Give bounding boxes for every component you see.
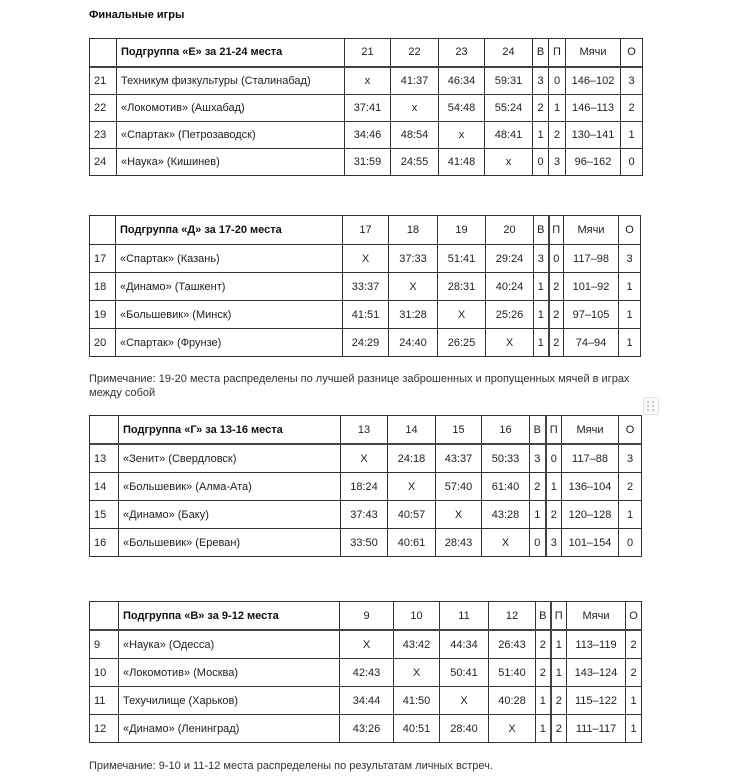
wins-cell: 1 — [534, 329, 549, 357]
points-cell: 3 — [619, 444, 642, 473]
place-header-cell — [90, 416, 119, 445]
result-cell: 51:40 — [489, 659, 536, 687]
points-cell: 2 — [619, 473, 642, 501]
place-cell: 16 — [90, 529, 119, 557]
group-title: Подгруппа «Д» за 17-20 места — [116, 216, 343, 245]
result-cell: X — [340, 630, 394, 659]
result-cell: 31:28 — [389, 301, 438, 329]
result-cell: 25:26 — [486, 301, 534, 329]
balls-cell: 113–119 — [567, 630, 626, 659]
place-cell: 24 — [90, 148, 117, 175]
column-header-wins: В — [533, 39, 549, 67]
place-cell: 19 — [90, 301, 116, 329]
note-group-v: Примечание: 9-10 и 11-12 места распределены по результатам личных встреч. — [89, 760, 493, 772]
result-cell: 43:42 — [394, 630, 440, 659]
wins-cell: 2 — [536, 630, 551, 659]
result-cell: 37:43 — [341, 501, 388, 529]
wins-cell: 1 — [534, 301, 549, 329]
table-row — [90, 273, 641, 301]
losses-cell: 1 — [549, 94, 566, 121]
place-header-cell — [90, 39, 117, 67]
result-cell: X — [482, 529, 530, 557]
result-cell: 31:59 — [345, 148, 391, 175]
place-header-cell — [90, 602, 119, 631]
column-header: 15 — [436, 416, 482, 445]
place-cell: 18 — [90, 273, 116, 301]
balls-cell: 115–122 — [567, 687, 626, 715]
table-row — [90, 245, 641, 273]
table-header-row — [90, 416, 642, 445]
table-header-row — [90, 602, 642, 631]
place-cell: 12 — [90, 715, 119, 743]
result-cell: 37:41 — [345, 94, 391, 121]
column-header: 11 — [440, 602, 489, 631]
column-header-balls: Мячи — [566, 39, 621, 67]
place-cell: 11 — [90, 687, 119, 715]
column-header: 19 — [438, 216, 486, 245]
team-cell: Техникум физкультуры (Сталинабад) — [117, 67, 345, 95]
group-title: Подгруппа «Е» за 21-24 места — [117, 39, 345, 67]
note-group-d: Примечание: 19-20 места распределены по лучшей разнице заброшенных и пропущенных мячей в играх между собой — [89, 373, 630, 399]
result-cell: 24:55 — [391, 148, 439, 175]
result-cell: 55:24 — [485, 94, 533, 121]
place-header-cell — [90, 216, 116, 245]
team-cell: «Наука» (Одесса) — [119, 630, 340, 659]
team-cell: «Локомотив» (Москва) — [119, 659, 340, 687]
points-cell: 0 — [619, 529, 642, 557]
wins-cell: 3 — [530, 444, 546, 473]
table-row — [90, 444, 642, 473]
losses-cell: 0 — [549, 67, 566, 95]
column-header: 10 — [394, 602, 440, 631]
team-cell: «Динамо» (Баку) — [119, 501, 341, 529]
points-cell: 1 — [626, 687, 642, 715]
column-header: 22 — [391, 39, 439, 67]
wins-cell: 0 — [533, 148, 549, 175]
balls-cell: 96–162 — [566, 148, 621, 175]
losses-cell: 0 — [546, 444, 562, 473]
losses-cell: 2 — [549, 121, 566, 148]
result-cell: X — [489, 715, 536, 743]
points-cell: 3 — [621, 67, 643, 95]
wins-cell: 1 — [536, 687, 551, 715]
result-cell: x — [391, 94, 439, 121]
result-cell: 34:46 — [345, 121, 391, 148]
result-cell: x — [439, 121, 485, 148]
standings-table-group-g — [89, 415, 642, 557]
team-cell: «Большевик» (Алма-Ата) — [119, 473, 341, 501]
table-row — [90, 473, 642, 501]
column-header: 20 — [486, 216, 534, 245]
result-cell: 43:26 — [340, 715, 394, 743]
place-cell: 13 — [90, 444, 119, 473]
points-cell: 1 — [626, 715, 642, 743]
result-cell: 43:28 — [482, 501, 530, 529]
points-cell: 3 — [619, 245, 641, 273]
table-row — [90, 148, 643, 175]
losses-cell: 1 — [551, 630, 567, 659]
points-cell: 2 — [626, 659, 642, 687]
table-row — [90, 329, 641, 357]
losses-cell: 2 — [549, 329, 564, 357]
result-cell: x — [345, 67, 391, 95]
drag-handle[interactable] — [643, 397, 659, 415]
table-row — [90, 67, 643, 95]
column-header-balls: Мячи — [564, 216, 619, 245]
points-cell: 2 — [626, 630, 642, 659]
balls-cell: 117–88 — [562, 444, 619, 473]
result-cell: 40:24 — [486, 273, 534, 301]
team-cell: «Динамо» (Ташкент) — [116, 273, 343, 301]
column-header-wins: В — [534, 216, 549, 245]
table-header-row — [90, 216, 641, 245]
team-cell: «Спартак» (Фрунзе) — [116, 329, 343, 357]
column-header: 18 — [389, 216, 438, 245]
points-cell: 1 — [619, 273, 641, 301]
column-header-points: О — [621, 39, 643, 67]
wins-cell: 3 — [533, 67, 549, 95]
column-header: 13 — [341, 416, 388, 445]
result-cell: 54:48 — [439, 94, 485, 121]
page-title: Финальные игры — [89, 9, 185, 21]
standings-table-group-e — [89, 38, 643, 176]
wins-cell: 2 — [533, 94, 549, 121]
wins-cell: 1 — [536, 715, 551, 743]
losses-cell: 3 — [546, 529, 562, 557]
result-cell: 48:41 — [485, 121, 533, 148]
result-cell: 24:29 — [343, 329, 389, 357]
result-cell: X — [486, 329, 534, 357]
place-cell: 21 — [90, 67, 117, 95]
balls-cell: 146–113 — [566, 94, 621, 121]
place-cell: 14 — [90, 473, 119, 501]
place-cell: 10 — [90, 659, 119, 687]
balls-cell: 101–92 — [564, 273, 619, 301]
losses-cell: 1 — [546, 473, 562, 501]
result-cell: 33:50 — [341, 529, 388, 557]
points-cell: 1 — [619, 329, 641, 357]
column-header: 14 — [388, 416, 436, 445]
result-cell: 28:40 — [440, 715, 489, 743]
result-cell: 24:18 — [388, 444, 436, 473]
team-cell: «Спартак» (Казань) — [116, 245, 343, 273]
table-row — [90, 630, 642, 659]
result-cell: 50:41 — [440, 659, 489, 687]
place-cell: 23 — [90, 121, 117, 148]
result-cell: 28:31 — [438, 273, 486, 301]
result-cell: 50:33 — [482, 444, 530, 473]
balls-cell: 101–154 — [562, 529, 619, 557]
wins-cell: 1 — [534, 273, 549, 301]
column-header-points: О — [619, 216, 641, 245]
column-header: 24 — [485, 39, 533, 67]
result-cell: 43:37 — [436, 444, 482, 473]
balls-cell: 111–117 — [567, 715, 626, 743]
table-row — [90, 301, 641, 329]
column-header: 23 — [439, 39, 485, 67]
result-cell: 37:33 — [389, 245, 438, 273]
place-cell: 22 — [90, 94, 117, 121]
column-header-losses: П — [549, 39, 566, 67]
wins-cell: 1 — [533, 121, 549, 148]
losses-cell: 2 — [549, 301, 564, 329]
losses-cell: 1 — [551, 659, 567, 687]
column-header-points: О — [626, 602, 642, 631]
result-cell: X — [440, 687, 489, 715]
result-cell: 44:34 — [440, 630, 489, 659]
losses-cell: 0 — [549, 245, 564, 273]
wins-cell: 2 — [530, 473, 546, 501]
points-cell: 0 — [621, 148, 643, 175]
losses-cell: 3 — [549, 148, 566, 175]
result-cell: 61:40 — [482, 473, 530, 501]
result-cell: X — [389, 273, 438, 301]
wins-cell: 3 — [534, 245, 549, 273]
team-cell: «Наука» (Кишинев) — [117, 148, 345, 175]
result-cell: X — [394, 659, 440, 687]
losses-cell: 2 — [546, 501, 562, 529]
result-cell: 40:61 — [388, 529, 436, 557]
column-header-balls: Мячи — [562, 416, 619, 445]
drag-handle-icon — [647, 401, 655, 411]
result-cell: X — [341, 444, 388, 473]
column-header: 9 — [340, 602, 394, 631]
result-cell: X — [343, 245, 389, 273]
result-cell: 57:40 — [436, 473, 482, 501]
result-cell: 28:43 — [436, 529, 482, 557]
column-header-points: О — [619, 416, 642, 445]
table-row — [90, 687, 642, 715]
wins-cell: 1 — [530, 501, 546, 529]
table-header-row — [90, 39, 643, 67]
result-cell: X — [388, 473, 436, 501]
place-cell: 17 — [90, 245, 116, 273]
result-cell: 40:28 — [489, 687, 536, 715]
result-cell: 26:43 — [489, 630, 536, 659]
team-cell: «Большевик» (Минск) — [116, 301, 343, 329]
balls-cell: 117–98 — [564, 245, 619, 273]
team-cell: «Динамо» (Ленинград) — [119, 715, 340, 743]
result-cell: 41:51 — [343, 301, 389, 329]
column-header-losses: П — [551, 602, 567, 631]
result-cell: 40:51 — [394, 715, 440, 743]
place-cell: 15 — [90, 501, 119, 529]
result-cell: X — [438, 301, 486, 329]
result-cell: 48:54 — [391, 121, 439, 148]
team-cell: «Спартак» (Петрозаводск) — [117, 121, 345, 148]
place-cell: 9 — [90, 630, 119, 659]
table-row — [90, 529, 642, 557]
result-cell: 51:41 — [438, 245, 486, 273]
result-cell: 26:25 — [438, 329, 486, 357]
table-row — [90, 94, 643, 121]
table-row — [90, 501, 642, 529]
result-cell: 41:48 — [439, 148, 485, 175]
balls-cell: 74–94 — [564, 329, 619, 357]
result-cell: 59:31 — [485, 67, 533, 95]
balls-cell: 143–124 — [567, 659, 626, 687]
column-header-wins: В — [530, 416, 546, 445]
team-cell: «Зенит» (Свердловск) — [119, 444, 341, 473]
column-header-losses: П — [549, 216, 564, 245]
result-cell: 46:34 — [439, 67, 485, 95]
result-cell: X — [436, 501, 482, 529]
team-cell: Техучилище (Харьков) — [119, 687, 340, 715]
balls-cell: 136–104 — [562, 473, 619, 501]
balls-cell: 130–141 — [566, 121, 621, 148]
place-cell: 20 — [90, 329, 116, 357]
table-row — [90, 659, 642, 687]
standings-table-group-d — [89, 215, 641, 357]
losses-cell: 2 — [549, 273, 564, 301]
balls-cell: 146–102 — [566, 67, 621, 95]
losses-cell: 2 — [551, 715, 567, 743]
column-header: 21 — [345, 39, 391, 67]
group-title: Подгруппа «Г» за 13-16 места — [119, 416, 341, 445]
group-title: Подгруппа «В» за 9-12 места — [119, 602, 340, 631]
points-cell: 1 — [619, 301, 641, 329]
losses-cell: 2 — [551, 687, 567, 715]
table-row — [90, 121, 643, 148]
column-header: 17 — [343, 216, 389, 245]
column-header: 16 — [482, 416, 530, 445]
column-header: 12 — [489, 602, 536, 631]
team-cell: «Большевик» (Ереван) — [119, 529, 341, 557]
balls-cell: 120–128 — [562, 501, 619, 529]
points-cell: 2 — [621, 94, 643, 121]
result-cell: 24:40 — [389, 329, 438, 357]
result-cell: 42:43 — [340, 659, 394, 687]
result-cell: 34:44 — [340, 687, 394, 715]
table-row — [90, 715, 642, 743]
wins-cell: 0 — [530, 529, 546, 557]
points-cell: 1 — [621, 121, 643, 148]
result-cell: 29:24 — [486, 245, 534, 273]
result-cell: 40:57 — [388, 501, 436, 529]
points-cell: 1 — [619, 501, 642, 529]
wins-cell: 2 — [536, 659, 551, 687]
result-cell: 41:50 — [394, 687, 440, 715]
result-cell: x — [485, 148, 533, 175]
result-cell: 41:37 — [391, 67, 439, 95]
standings-table-group-v — [89, 601, 642, 743]
balls-cell: 97–105 — [564, 301, 619, 329]
column-header-losses: П — [546, 416, 562, 445]
result-cell: 33:37 — [343, 273, 389, 301]
column-header-balls: Мячи — [567, 602, 626, 631]
column-header-wins: В — [536, 602, 551, 631]
result-cell: 18:24 — [341, 473, 388, 501]
team-cell: «Локомотив» (Ашхабад) — [117, 94, 345, 121]
